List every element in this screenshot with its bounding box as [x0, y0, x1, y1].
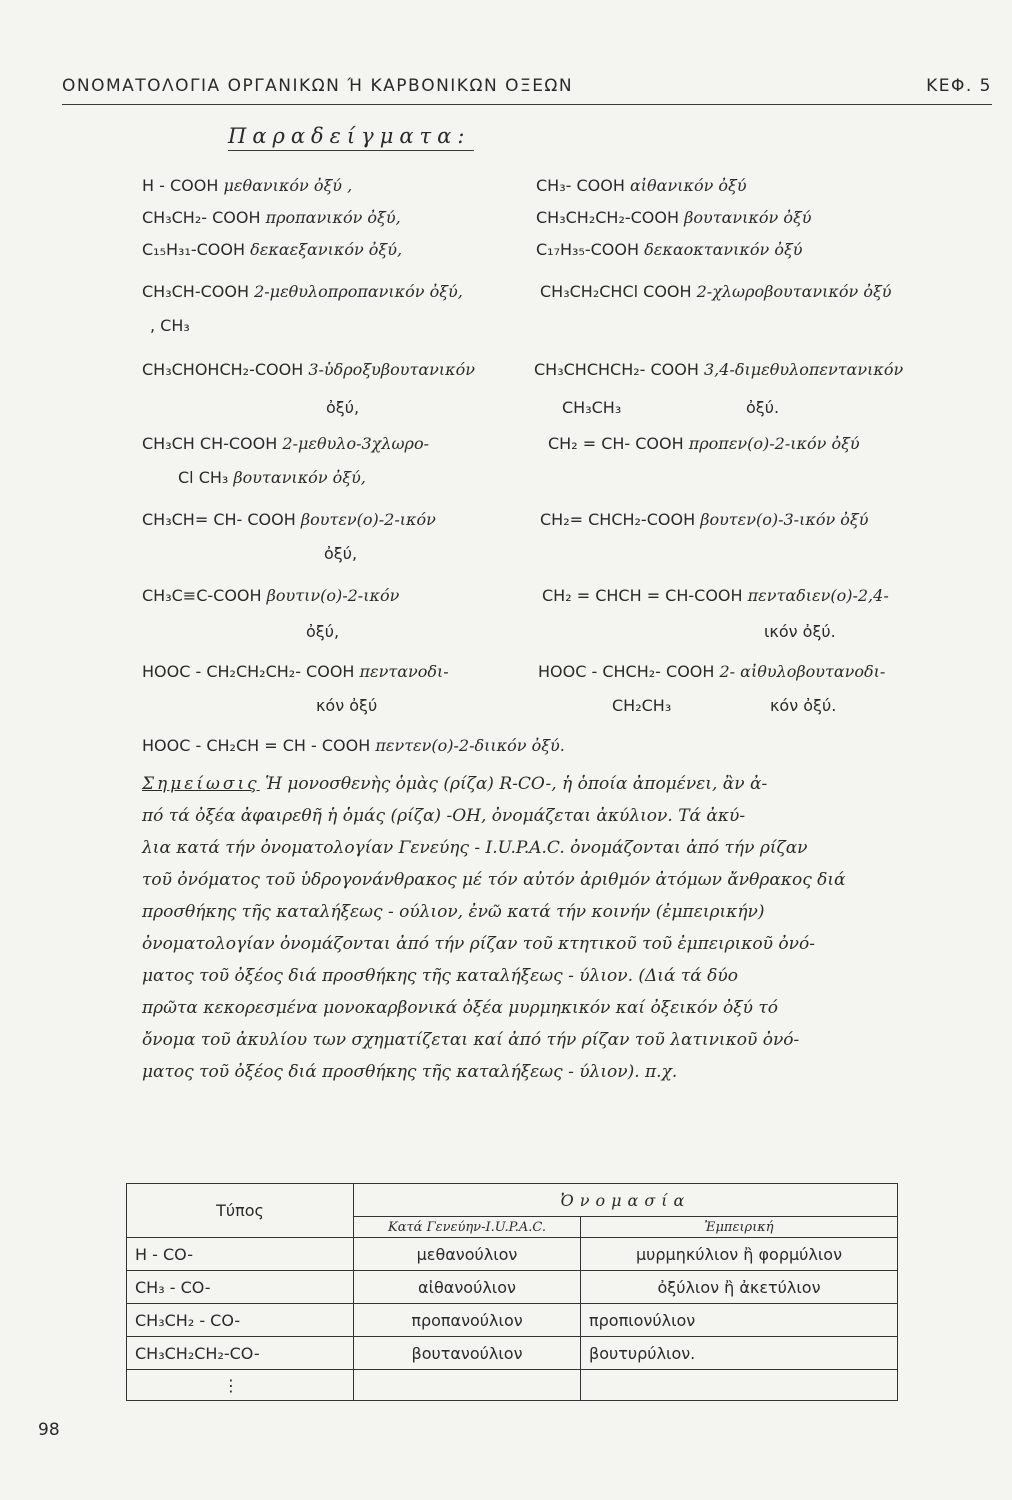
- compound-name: βουτεν(ο)-2-ικόν: [300, 510, 436, 529]
- formula: CH₃CH CH-COOH: [142, 434, 278, 453]
- cell-iupac: βουτανούλιον: [354, 1337, 581, 1370]
- formula: CH₃CH₂CHCl COOH: [540, 282, 692, 301]
- example-entry: [316, 696, 377, 715]
- col-header-empirical: Ἐμπειρική: [581, 1217, 898, 1238]
- compound-name: βουτανικόν ὀξύ,: [233, 468, 366, 487]
- note-line: τοῦ ὀνόματος τοῦ ὑδρογονάνθρακος μέ τόν αὐτόν ἀριθμόν ἀτόμων ἄνθρακος διά: [142, 870, 846, 890]
- compound-name: βουτανικόν ὀξύ: [684, 208, 812, 227]
- cell-type: H - CO-: [127, 1238, 354, 1271]
- compound-name: 3-ὑδροξυβουτανικόν: [308, 360, 475, 379]
- compound-name: προπανικόν ὀξύ,: [265, 208, 401, 227]
- compound-name: προπεν(ο)-2-ικόν ὀξύ: [688, 434, 860, 453]
- example-entry: [178, 468, 366, 487]
- note-line: λια κατά τήν ὀνοματολογίαν Γενεύης - I.U.P.A.C. ὀνομάζονται ἀπό τήν ρίζαν: [142, 838, 808, 858]
- cell-iupac: αἰθανούλιον: [354, 1271, 581, 1304]
- note-line: ματος τοῦ ὀξέος διά προσθήκης τῆς καταλήξεως - ύλιον). π.χ.: [142, 1062, 678, 1082]
- compound-name: αἰθανικόν ὀξύ: [629, 176, 747, 195]
- cell-empirical: ὀξύλιον ἢ ἀκετύλιον: [581, 1271, 898, 1304]
- compound-name: δεκαοκτανικόν ὀξύ: [644, 240, 803, 259]
- cell-empirical: προπιονύλιον: [581, 1304, 898, 1337]
- cell-empirical: μυρμηκύλιον ἢ φορμύλιον: [581, 1238, 898, 1271]
- example-entry: [142, 510, 436, 529]
- cell-iupac: μεθανούλιον: [354, 1238, 581, 1271]
- compound-name: πεντανοδι-: [359, 662, 449, 681]
- page-header: [62, 76, 992, 105]
- example-entry: [612, 696, 671, 715]
- note-paragraph: [142, 768, 1002, 1088]
- example-entry: [540, 282, 892, 301]
- cell-empirical: βουτυρύλιον.: [581, 1337, 898, 1370]
- continuation-dots: ⋮: [127, 1370, 354, 1401]
- cell-type: CH₃CH₂ - CO-: [127, 1304, 354, 1337]
- example-entry: [542, 586, 889, 605]
- formula: CH₃CH₂- COOH: [142, 208, 261, 227]
- col-header-naming: Ὀνομασία: [354, 1184, 898, 1217]
- note-line: ματος τοῦ ὀξέος διά προσθήκης τῆς καταλήξεως - ύλιον. (Διά τά δύο: [142, 966, 738, 986]
- compound-name: 2-μεθυλο-3χλωρο-: [282, 434, 429, 453]
- formula: HOOC - CH₂CH₂CH₂- COOH: [142, 662, 355, 681]
- formula: C₁₅H₃₁-COOH: [142, 240, 246, 259]
- empty-cell: [354, 1370, 581, 1401]
- formula: , CH₃: [150, 316, 190, 335]
- compound-name: 2-μεθυλοπροπανικόν ὀξύ,: [254, 282, 463, 301]
- example-entry: [142, 434, 429, 453]
- compound-name: πενταδιεν(ο)-2,4-: [747, 586, 889, 605]
- table-row: [127, 1337, 898, 1370]
- formula: CH₃CH= CH- COOH: [142, 510, 296, 529]
- examples-heading: Παραδείγματα:: [228, 124, 474, 151]
- table-row: [127, 1304, 898, 1337]
- empty-cell: [581, 1370, 898, 1401]
- compound-name: βουτιν(ο)-2-ικόν: [266, 586, 400, 605]
- formula: CH₂ = CH- COOH: [548, 434, 684, 453]
- example-entry: [536, 176, 747, 195]
- chapter-title: ΟΝΟΜΑΤΟΛΟΓΙΑ ΟΡΓΑΝΙΚΩΝ Ή ΚΑΡΒΟΝΙΚΩΝ ΟΞΕΩΝ: [62, 76, 574, 96]
- compound-name: μεθανικόν ὀξύ ,: [223, 176, 353, 195]
- formula: CH₃C≡C-COOH: [142, 586, 262, 605]
- formula: ὀξύ.: [746, 398, 780, 417]
- example-entry: [770, 696, 836, 715]
- formula: CH₃CHCHCH₂- COOH: [534, 360, 699, 379]
- example-entry: [536, 208, 811, 227]
- compound-name: 2- αἰθυλοβουτανοδι-: [719, 662, 886, 681]
- example-entry: [142, 662, 449, 681]
- formula: HOOC - CH₂CH = CH - COOH: [142, 736, 371, 755]
- example-entry: [562, 398, 621, 417]
- page-number: 98: [38, 1420, 60, 1440]
- formula: CH₂ = CHCH = CH-COOH: [542, 586, 743, 605]
- example-entry: [746, 398, 779, 417]
- example-entry: [306, 622, 339, 641]
- example-entry: [142, 176, 352, 195]
- note-line: πρῶτα κεκορεσμένα μονοκαρβονικά ὀξέα μυρμηκικόν καί ὀξεικόν ὀξύ τό: [142, 998, 778, 1018]
- formula: CH₃CH₃: [562, 398, 622, 417]
- chapter-number: ΚΕΦ. 5: [926, 76, 992, 96]
- example-entry: [142, 282, 463, 301]
- example-entry: [142, 208, 401, 227]
- example-entry: [534, 360, 903, 379]
- example-entry: [324, 544, 357, 563]
- example-entry: [536, 240, 803, 259]
- cell-type: CH₃CH₂CH₂-CO-: [127, 1337, 354, 1370]
- note-line: Ἡ μονοσθενὴς ὁμὰς (ρίζα) R-CO-, ἡ ὁποία ἀπομένει, ἂν ἀ-: [259, 774, 768, 794]
- example-entry: [540, 510, 868, 529]
- formula: CH₃CH₂CH₂-COOH: [536, 208, 680, 227]
- table-row: [127, 1271, 898, 1304]
- formula: HOOC - CHCH₂- COOH: [538, 662, 715, 681]
- formula: ὀξύ,: [326, 398, 360, 417]
- acyl-names-table: [126, 1183, 898, 1401]
- formula: ὀξύ,: [324, 544, 358, 563]
- formula: CH₃CH-COOH: [142, 282, 249, 301]
- table-row: [127, 1238, 898, 1271]
- formula: CH₂CH₃: [612, 696, 672, 715]
- col-header-iupac: Κατά Γενεύην-I.U.P.A.C.: [354, 1217, 581, 1238]
- formula: CH₃- COOH: [536, 176, 625, 195]
- compound-name: βουτεν(ο)-3-ικόν ὀξύ: [700, 510, 869, 529]
- example-entry: [142, 736, 565, 755]
- example-entry: [548, 434, 860, 453]
- formula: ικόν ὀξύ.: [764, 622, 836, 641]
- example-entry: [538, 662, 885, 681]
- formula: C₁₇H₃₅-COOH: [536, 240, 640, 259]
- note-label: Σημείωσις: [142, 774, 260, 794]
- formula: ὀξύ,: [306, 622, 340, 641]
- compound-name: πεντεν(ο)-2-διικόν ὀξύ.: [375, 736, 565, 755]
- note-line: προσθήκης τῆς καταλήξεως - ούλιον, ἐνῶ κατά τήν κοινήν (ἐμπειρικήν): [142, 902, 765, 922]
- formula: κόν ὀξύ: [316, 696, 378, 715]
- formula: H - COOH: [142, 176, 219, 195]
- note-line: ὄνομα τοῦ ἀκυλίου των σχηματίζεται καί ἀπό τήν ρίζαν τοῦ λατινικοῦ ὀνό-: [142, 1030, 800, 1050]
- example-entry: [142, 360, 475, 379]
- compound-name: 3,4-διμεθυλοπεντανικόν: [703, 360, 904, 379]
- cell-type: CH₃ - CO-: [127, 1271, 354, 1304]
- compound-name: 2-χλωροβουτανικόν ὀξύ: [696, 282, 892, 301]
- formula: κόν ὀξύ.: [770, 696, 837, 715]
- note-line: ὀνοματολογίαν ὀνομάζονται ἀπό τήν ρίζαν τοῦ κτητικοῦ τοῦ ἐμπειρικοῦ ὀνό-: [142, 934, 815, 954]
- note-line: πό τά ὀξέα ἀφαιρεθῆ ἡ ὁμάς (ρίζα) -OH, ὀνομάζεται ἀκύλιον. Τά ἀκύ-: [142, 806, 746, 826]
- example-entry: [142, 586, 399, 605]
- example-entry: [326, 398, 359, 417]
- example-entry: [764, 622, 836, 641]
- cell-iupac: προπανούλιον: [354, 1304, 581, 1337]
- example-entry: [150, 316, 190, 335]
- formula: CH₃CHOHCH₂-COOH: [142, 360, 304, 379]
- formula: CH₂= CHCH₂-COOH: [540, 510, 696, 529]
- col-header-type: Τύπος: [127, 1184, 354, 1238]
- compound-name: δεκαεξανικόν ὀξύ,: [250, 240, 403, 259]
- example-entry: [142, 240, 402, 259]
- table-row-continuation: [127, 1370, 898, 1401]
- formula: Cl CH₃: [178, 468, 229, 487]
